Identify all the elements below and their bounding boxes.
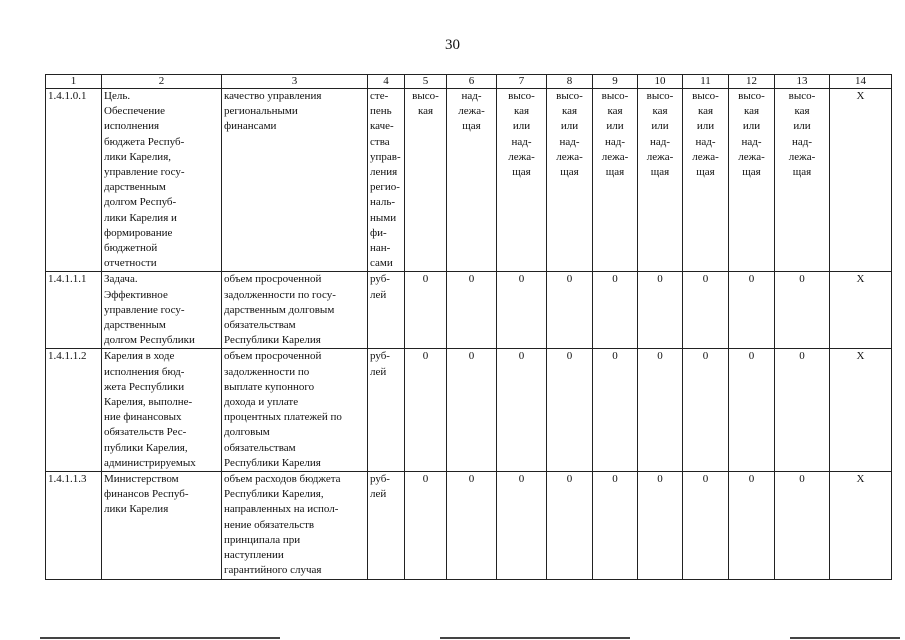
row-code: 1.4.1.1.3 bbox=[46, 472, 102, 579]
row-name: Задача. Эффективное управление госу- дарственным долгом Республики bbox=[102, 272, 222, 349]
value-cell: высо- кая или над- лежа- щая bbox=[593, 89, 638, 272]
value-cell: 0 bbox=[683, 472, 729, 579]
row-indicator: качество управления региональными финансами bbox=[222, 89, 368, 272]
table-body bbox=[46, 89, 892, 580]
value-cell: высо- кая bbox=[405, 89, 447, 272]
value-cell: 0 bbox=[593, 472, 638, 579]
value-cell: 0 bbox=[497, 349, 547, 472]
value-cell: 0 bbox=[683, 272, 729, 349]
header-cell: 4 bbox=[368, 75, 405, 89]
table-row bbox=[46, 349, 892, 472]
value-cell: 0 bbox=[775, 349, 830, 472]
row-unit: руб- лей bbox=[368, 472, 405, 579]
row-name: Цель. Обеспечение исполнения бюджета Респуб- лики Карелия, управление госу- дарственным долгом Респуб- лики Карелия и формирование бюджетной отчетности bbox=[102, 89, 222, 272]
value-cell: 0 bbox=[405, 272, 447, 349]
value-cell: 0 bbox=[638, 472, 683, 579]
header-cell: 9 bbox=[593, 75, 638, 89]
value-cell: 0 bbox=[638, 349, 683, 472]
header-cell: 3 bbox=[222, 75, 368, 89]
row-col14: Х bbox=[830, 89, 892, 272]
value-cell: 0 bbox=[405, 349, 447, 472]
footer-line bbox=[40, 637, 280, 639]
value-cell: 0 bbox=[447, 472, 497, 579]
header-cell: 8 bbox=[547, 75, 593, 89]
value-cell: высо- кая или над- лежа- щая bbox=[547, 89, 593, 272]
value-cell: 0 bbox=[593, 349, 638, 472]
row-code: 1.4.1.1.2 bbox=[46, 349, 102, 472]
value-cell: 0 bbox=[497, 272, 547, 349]
table-row bbox=[46, 472, 892, 579]
header-cell: 6 bbox=[447, 75, 497, 89]
footer-line bbox=[790, 637, 900, 639]
value-cell: высо- кая или над- лежа- щая bbox=[775, 89, 830, 272]
value-cell: над- лежа- щая bbox=[447, 89, 497, 272]
value-cell: 0 bbox=[547, 272, 593, 349]
row-name: Карелия в ходе исполнения бюд- жета Республики Карелия, выполне- ние финансовых обязательств Рес- публики Карелия, администрируемых bbox=[102, 349, 222, 472]
value-cell: 0 bbox=[775, 472, 830, 579]
value-cell: 0 bbox=[547, 349, 593, 472]
value-cell: высо- кая или над- лежа- щая bbox=[497, 89, 547, 272]
value-cell: 0 bbox=[729, 272, 775, 349]
value-cell: высо- кая или над- лежа- щая bbox=[729, 89, 775, 272]
row-code: 1.4.1.1.1 bbox=[46, 272, 102, 349]
row-code: 1.4.1.0.1 bbox=[46, 89, 102, 272]
value-cell: 0 bbox=[729, 349, 775, 472]
header-cell: 5 bbox=[405, 75, 447, 89]
value-cell: 0 bbox=[729, 472, 775, 579]
value-cell: 0 bbox=[447, 349, 497, 472]
row-unit: сте- пень каче- ства управ- ления регио- наль- ными фи- нан- сами bbox=[368, 89, 405, 272]
header-cell: 12 bbox=[729, 75, 775, 89]
table-row bbox=[46, 272, 892, 349]
value-cell: 0 bbox=[547, 472, 593, 579]
value-cell: 0 bbox=[447, 272, 497, 349]
row-unit: руб- лей bbox=[368, 272, 405, 349]
header-cell: 14 bbox=[830, 75, 892, 89]
value-cell: высо- кая или над- лежа- щая bbox=[683, 89, 729, 272]
header-cell: 2 bbox=[102, 75, 222, 89]
indicators-table bbox=[45, 74, 892, 580]
header-cell: 7 bbox=[497, 75, 547, 89]
header-row bbox=[46, 75, 892, 89]
value-cell: 0 bbox=[638, 272, 683, 349]
value-cell: 0 bbox=[405, 472, 447, 579]
row-col14: Х bbox=[830, 272, 892, 349]
value-cell: 0 bbox=[683, 349, 729, 472]
header-cell: 10 bbox=[638, 75, 683, 89]
value-cell: высо- кая или над- лежа- щая bbox=[638, 89, 683, 272]
header-cell: 1 bbox=[46, 75, 102, 89]
page-number: 30 bbox=[445, 37, 460, 53]
row-unit: руб- лей bbox=[368, 349, 405, 472]
header-cell: 11 bbox=[683, 75, 729, 89]
row-indicator: объем просроченной задолженности по выплате купонного дохода и уплате процентных платежей по долговым обязательствам Республики Карелия bbox=[222, 349, 368, 472]
header-cell: 13 bbox=[775, 75, 830, 89]
footer-line bbox=[440, 637, 630, 639]
table-row bbox=[46, 89, 892, 272]
row-indicator: объем просроченной задолженности по госу- дарственным долговым обязательствам Республики Карелия bbox=[222, 272, 368, 349]
row-indicator: объем расходов бюджета Республики Карелия, направленных на испол- нение обязательств принципала при наступлении гарантийного случая bbox=[222, 472, 368, 579]
value-cell: 0 bbox=[497, 472, 547, 579]
row-col14: Х bbox=[830, 472, 892, 579]
value-cell: 0 bbox=[593, 272, 638, 349]
row-col14: Х bbox=[830, 349, 892, 472]
value-cell: 0 bbox=[775, 272, 830, 349]
row-name: Министерством финансов Респуб- лики Карелия bbox=[102, 472, 222, 579]
